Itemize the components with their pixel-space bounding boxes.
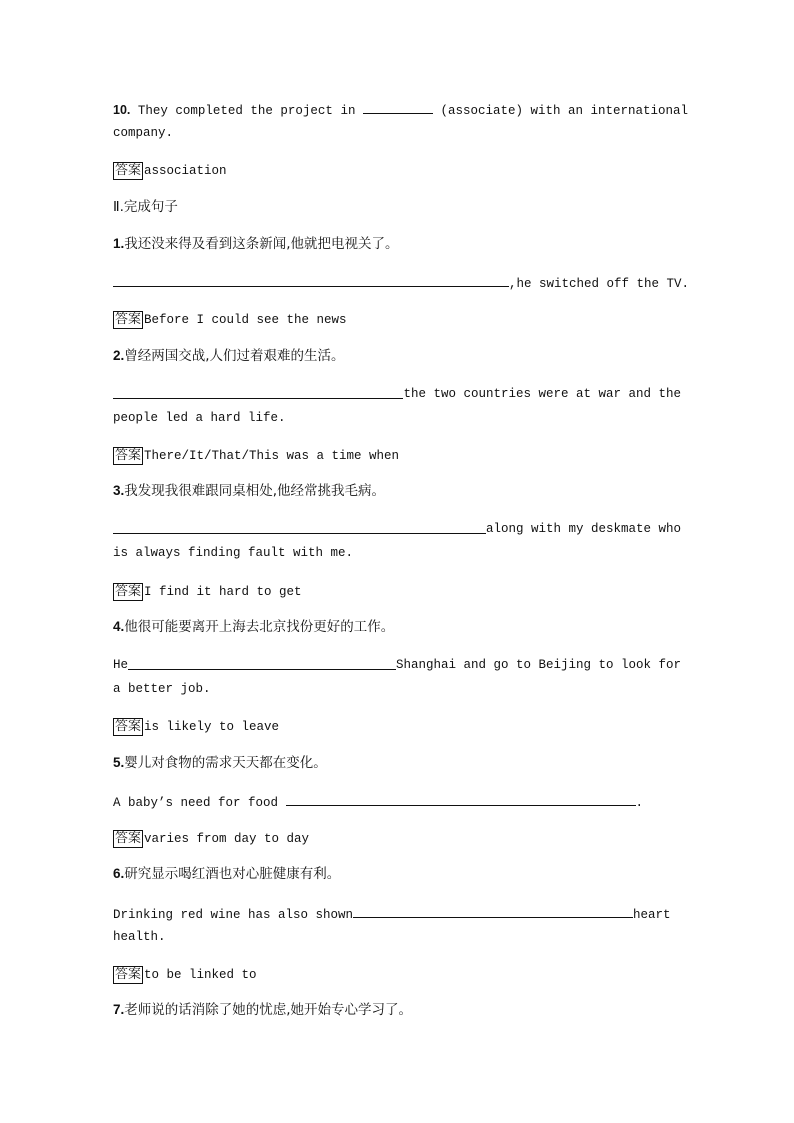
item-6-sentence xyxy=(113,905,681,923)
item-2-continuation: people led a hard life. xyxy=(113,411,286,425)
item-chinese: 我发现我很难跟同桌相处,他经常挑我毛病。 xyxy=(124,483,386,499)
item-3-continuation: is always finding fault with me. xyxy=(113,546,354,560)
sentence-text: Drinking red wine has also shown xyxy=(113,908,354,922)
answer-row xyxy=(113,311,681,329)
item-3-prompt xyxy=(113,483,681,499)
fill-blank[interactable] xyxy=(353,905,633,918)
answer-badge: 答案 xyxy=(115,163,142,178)
item-1-sentence xyxy=(113,274,690,292)
answer-badge: 答案 xyxy=(115,584,142,599)
item-4-prompt xyxy=(113,619,681,635)
answer-text: varies from day to day xyxy=(144,832,310,846)
item-number: 4. xyxy=(113,619,125,634)
answer-text: Before I could see the news xyxy=(144,313,347,327)
sentence-text: A baby’s need for food xyxy=(113,796,279,810)
fill-blank[interactable] xyxy=(286,793,636,806)
question-number: 10. xyxy=(113,103,131,117)
answer-badge: 答案 xyxy=(115,312,142,327)
item-chinese: 我还没来得及看到这条新闻,他就把电视关了。 xyxy=(124,236,399,252)
answer-badge: 答案 xyxy=(115,831,142,846)
item-number: 5. xyxy=(113,755,125,770)
item-3-sentence xyxy=(113,521,681,537)
sentence-text: the two countries were at war and the xyxy=(403,387,681,401)
answer-text: is likely to leave xyxy=(144,720,280,734)
item-4-sentence xyxy=(113,657,681,673)
answer-text: association xyxy=(144,164,227,178)
sentence-text: He xyxy=(113,658,129,672)
item-chinese: 老师说的话消除了她的忧虑,她开始专心学习了。 xyxy=(124,1002,413,1018)
answer-row xyxy=(113,718,681,736)
answer-row xyxy=(113,447,681,465)
answer-badge: 答案 xyxy=(115,719,142,734)
fill-blank[interactable] xyxy=(113,521,486,534)
item-chinese: 研究显示喝红酒也对心脏健康有利。 xyxy=(124,866,341,882)
fill-blank[interactable] xyxy=(363,101,433,114)
answer-text: I find it hard to get xyxy=(144,585,302,599)
question-10-line-2: company. xyxy=(113,126,174,140)
item-6-continuation: health. xyxy=(113,930,166,944)
answer-badge: 答案 xyxy=(115,448,142,463)
sentence-text: heart xyxy=(633,908,671,922)
answer-row xyxy=(113,830,681,848)
item-chinese: 婴儿对食物的需求天天都在变化。 xyxy=(124,755,327,771)
item-4-continuation: a better job. xyxy=(113,682,211,696)
item-2-sentence xyxy=(113,386,681,402)
fill-blank[interactable] xyxy=(113,386,403,399)
fill-blank[interactable] xyxy=(128,657,396,670)
item-5-prompt xyxy=(113,755,681,771)
answer-row xyxy=(113,583,681,601)
item-7-prompt xyxy=(113,1002,681,1018)
sentence-text: along with my deskmate who xyxy=(485,522,681,536)
fill-blank[interactable] xyxy=(113,274,509,287)
item-chinese: 他很可能要离开上海去北京找份更好的工作。 xyxy=(124,619,395,635)
item-number: 2. xyxy=(113,348,125,363)
item-number: 6. xyxy=(113,866,125,881)
item-number: 3. xyxy=(113,483,125,498)
sentence-text: Shanghai and go to Beijing to look for xyxy=(395,658,681,672)
sentence-text: . xyxy=(635,796,644,810)
answer-badge: 答案 xyxy=(115,967,142,982)
section-title: Ⅱ.完成句子 xyxy=(113,199,178,215)
question-text: They completed the project in xyxy=(137,104,356,118)
item-number: 7. xyxy=(113,1002,125,1017)
question-10-line-1 xyxy=(113,101,689,119)
answer-text: to be linked to xyxy=(144,968,257,982)
item-6-prompt xyxy=(113,866,681,882)
sentence-text: ,he switched off the TV. xyxy=(509,277,690,291)
question-text: (associate) with an international xyxy=(440,104,689,118)
answer-text: There/It/That/This was a time when xyxy=(144,449,400,463)
item-5-sentence xyxy=(113,793,681,811)
item-number: 1. xyxy=(113,236,125,251)
answer-row xyxy=(113,162,681,180)
item-2-prompt xyxy=(113,348,681,364)
item-chinese: 曾经两国交战,人们过着艰难的生活。 xyxy=(124,348,345,364)
item-1-prompt xyxy=(113,236,681,252)
answer-row xyxy=(113,966,681,984)
